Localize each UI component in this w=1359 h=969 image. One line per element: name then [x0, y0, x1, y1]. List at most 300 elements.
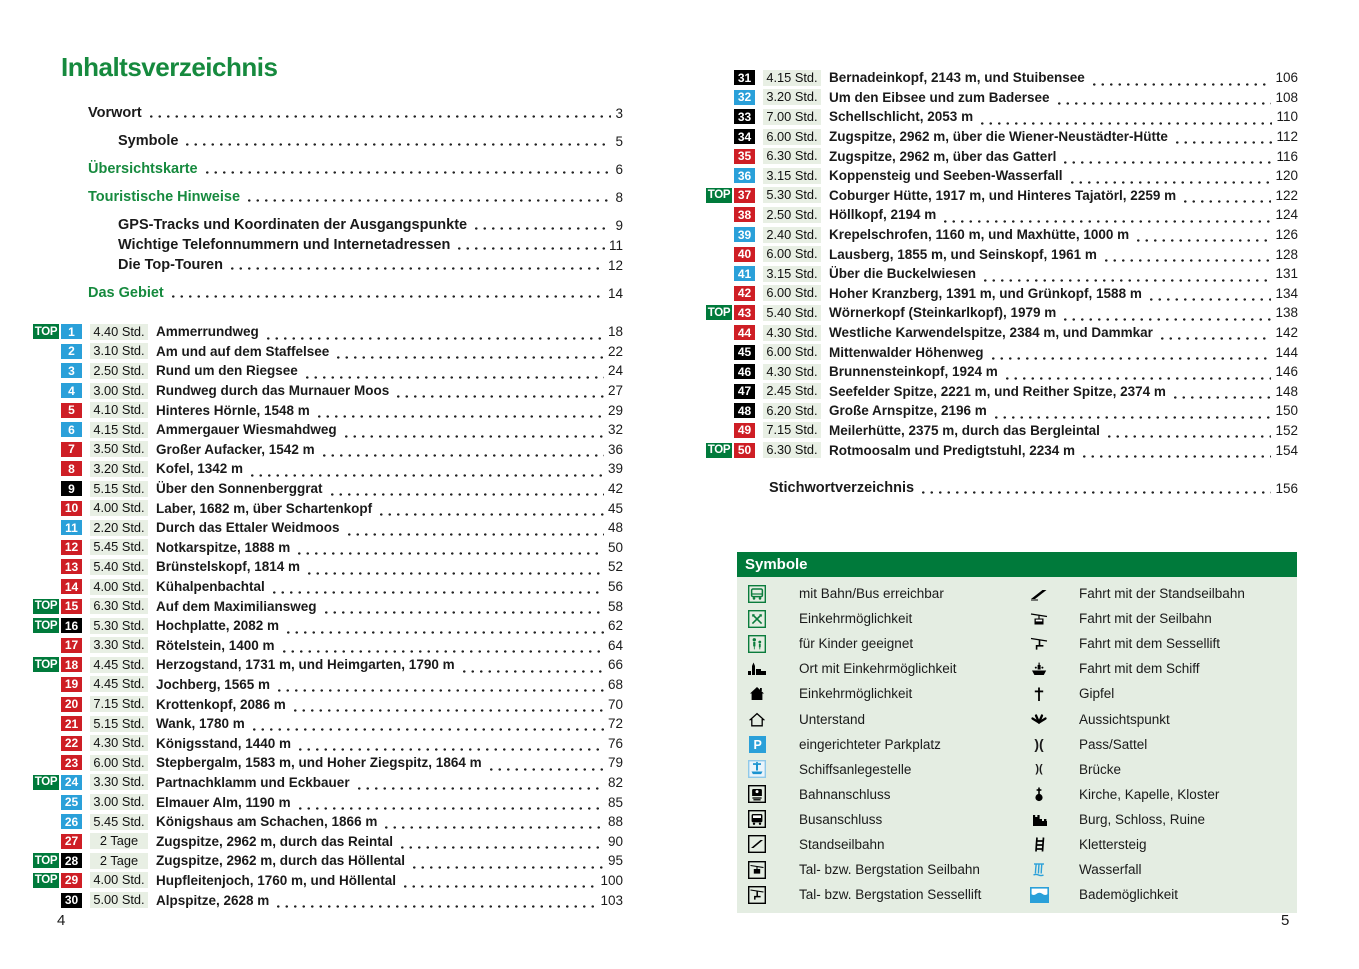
tour-duration: 7.15 Std.	[90, 696, 148, 712]
tour-title: Höllkopf, 2194 m	[829, 207, 937, 223]
legend-item	[737, 606, 1022, 631]
tour-entry	[33, 851, 623, 871]
tour-page-number: 42	[607, 481, 623, 497]
dot-leader	[981, 275, 1271, 283]
dot-leader	[1068, 177, 1272, 185]
tour-page-number: 146	[1275, 364, 1298, 380]
dot-leader	[305, 568, 604, 576]
tour-title: Seefelder Spitze, 2221 m, und Reither Spitze, 2374 m	[829, 383, 1166, 399]
dot-leader	[989, 353, 1272, 361]
toc-entry-label: Touristische Hinweise	[88, 189, 241, 205]
tour-title: Über den Sonnenberggrat	[156, 481, 323, 497]
tour-title: Stepbergalm, 1583 m, und Hoher Ziegspitz, 1864 m	[156, 755, 482, 771]
tour-title: Herzogstand, 1731 m, und Heimgarten, 1790 m	[156, 657, 455, 673]
tour-number-badge: 4	[61, 383, 82, 398]
tour-entry	[33, 596, 623, 616]
tour-duration: 2.40 Std.	[763, 227, 821, 243]
top-badge-slot	[706, 305, 734, 320]
tour-entry	[33, 538, 623, 558]
shelter-icon	[746, 712, 768, 727]
tour-title: Wank, 1780 m	[156, 716, 245, 732]
toc-entry-label: Die Top-Touren	[118, 257, 223, 273]
tour-title: Meilerhütte, 2375 m, durch das Bergleintal	[829, 422, 1100, 438]
dot-leader	[183, 139, 611, 147]
top-badge-slot	[33, 873, 61, 888]
tour-title: Notkarspitze, 1888 m	[156, 539, 291, 555]
top-badge: TOP	[34, 658, 58, 671]
dot-leader	[291, 705, 604, 713]
tour-title: Koppensteig und Seeben-Wasserfall	[829, 168, 1063, 184]
tour-duration: 4.40 Std.	[90, 324, 148, 340]
dot-leader	[992, 412, 1272, 420]
dot-leader	[296, 744, 604, 752]
dot-leader	[250, 724, 604, 732]
toc-entry-label: Wichtige Telefonnummern und Internetadressen	[118, 237, 451, 253]
tour-title: Zugspitze, 2962 m, über das Gatterl	[829, 148, 1057, 164]
tour-title: Coburger Hütte, 1917 m, und Hinteres Tajatörl, 2259 m	[829, 187, 1177, 203]
tour-duration: 5.30 Std.	[763, 187, 821, 203]
rail-station-icon	[746, 785, 768, 803]
tour-page-number: 29	[607, 402, 623, 418]
legend-item-label: Gipfel	[1079, 686, 1115, 702]
tour-duration: 2.50 Std.	[763, 207, 821, 223]
tour-entry	[706, 244, 1298, 264]
dot-leader	[169, 291, 604, 299]
legend-item-label: Aussichtspunkt	[1079, 711, 1170, 727]
top-badge: TOP	[34, 874, 58, 887]
legend-item-label: Kirche, Kapelle, Kloster	[1079, 786, 1220, 802]
dot-leader	[322, 607, 604, 615]
tour-duration: 6.30 Std.	[763, 148, 821, 164]
tour-page-number: 72	[607, 716, 623, 732]
dot-leader	[1134, 235, 1271, 243]
tour-list-left	[33, 322, 623, 910]
tour-number-badge: 28	[61, 853, 82, 868]
legend-item-label: Pass/Sattel	[1079, 736, 1148, 752]
tour-number-badge: 43	[734, 305, 755, 320]
dot-leader	[1171, 392, 1272, 400]
tour-duration: 4.30 Std.	[90, 735, 148, 751]
funicular-box-icon	[746, 835, 768, 853]
tour-title: Krottenkopf, 2086 m	[156, 696, 286, 712]
tour-entry	[706, 166, 1298, 186]
tour-title: Lausberg, 1855 m, und Seinskopf, 1961 m	[829, 246, 1097, 262]
tour-title: Zugspitze, 2962 m, durch das Höllental	[156, 853, 406, 869]
tour-number-badge: 1	[61, 324, 82, 339]
parking-icon	[746, 736, 768, 753]
top-badge: TOP	[34, 619, 58, 632]
dot-leader	[1102, 255, 1272, 263]
dot-leader	[328, 489, 604, 497]
tour-entry	[33, 655, 623, 675]
legend-item	[737, 656, 1022, 681]
dot-leader	[1173, 137, 1273, 145]
legend-item-label: Burg, Schloss, Ruine	[1079, 811, 1206, 827]
tour-entry	[33, 694, 623, 714]
tour-entry	[33, 792, 623, 812]
tour-number-badge: 41	[734, 266, 755, 281]
toc-entry	[88, 103, 623, 121]
legend-item	[737, 782, 1022, 807]
restaurant-icon	[746, 610, 768, 628]
dot-leader	[394, 391, 604, 399]
tour-entry	[33, 616, 623, 636]
waterfall-icon	[1028, 861, 1050, 878]
toc-entry-label: Symbole	[118, 133, 179, 149]
tour-duration: 4.30 Std.	[763, 364, 821, 380]
tour-duration: 7.15 Std.	[763, 422, 821, 438]
tour-entry	[706, 264, 1298, 284]
tour-number-badge: 31	[734, 70, 755, 85]
index-entry-page: 156	[1275, 481, 1298, 496]
tour-number-badge: 50	[734, 443, 755, 458]
index-entry-label: Stichwortverzeichnis	[769, 480, 915, 496]
tour-title: Kühalpenbachtal	[156, 579, 265, 595]
tour-title: Hupfleitenjoch, 1760 m, und Höllental	[156, 872, 397, 888]
tour-title: Brunnensteinkopf, 1924 m	[829, 364, 998, 380]
tour-page-number: 85	[607, 794, 623, 810]
toc-entry-page: 14	[607, 286, 623, 301]
legend-item-label: Fahrt mit der Seilbahn	[1079, 611, 1212, 627]
tour-duration: 3.15 Std.	[763, 168, 821, 184]
tour-entry	[33, 518, 623, 538]
tour-entry	[33, 577, 623, 597]
tour-entry	[706, 382, 1298, 402]
tour-duration: 4.45 Std.	[90, 676, 148, 692]
legend-item	[1022, 656, 1297, 681]
tour-page-number: 68	[607, 676, 623, 692]
tour-page-number: 100	[600, 872, 623, 888]
tour-number-badge: 5	[61, 403, 82, 418]
tour-page-number: 52	[607, 559, 623, 575]
legend-item-label: Bahnanschluss	[799, 786, 891, 802]
legend-item	[737, 681, 1022, 706]
dot-leader	[410, 862, 604, 870]
dot-leader	[1105, 431, 1272, 439]
tour-title: Rund um den Riegsee	[156, 363, 298, 379]
legend-item-label: Unterstand	[799, 711, 866, 727]
tour-number-badge: 30	[61, 893, 82, 908]
tour-entry	[33, 871, 623, 891]
tour-entry	[706, 303, 1298, 323]
tour-number-badge: 15	[61, 599, 82, 614]
legend-item-label: Einkehrmöglichkeit	[799, 686, 913, 702]
tour-page-number: 50	[607, 539, 623, 555]
tour-page-number: 148	[1275, 383, 1298, 399]
tour-duration: 2 Tage	[90, 833, 148, 849]
legend-item	[1022, 882, 1297, 907]
tour-duration: 6.20 Std.	[763, 403, 821, 419]
tour-page-number: 144	[1275, 344, 1298, 360]
chairlift-station-icon	[746, 886, 768, 904]
tour-page-number: 66	[607, 657, 623, 673]
tour-page-number: 36	[607, 441, 623, 457]
tour-title: Durch das Ettaler Weidmoos	[156, 520, 340, 536]
dot-leader	[284, 627, 604, 635]
dot-leader	[355, 783, 604, 791]
front-matter-list	[88, 103, 623, 301]
tour-page-number: 48	[607, 520, 623, 536]
tour-duration: 6.00 Std.	[763, 129, 821, 145]
tour-title: Partnachklamm und Eckbauer	[156, 774, 350, 790]
toc-entry-page: 5	[615, 134, 623, 149]
tour-entry	[33, 753, 623, 773]
dot-leader	[1055, 98, 1272, 106]
tour-duration: 2.20 Std.	[90, 520, 148, 536]
tour-title: Laber, 1682 m, über Schartenkopf	[156, 500, 373, 516]
toc-entry-page: 3	[615, 106, 623, 121]
tour-page-number: 24	[607, 363, 623, 379]
tour-number-badge: 21	[61, 716, 82, 731]
tour-title: Ammerrundweg	[156, 324, 259, 340]
symbols-legend	[737, 552, 1297, 913]
tour-title: Am und auf dem Staffelsee	[156, 343, 330, 359]
tour-number-badge: 33	[734, 109, 755, 124]
legend-item	[737, 807, 1022, 832]
dot-leader	[1061, 314, 1271, 322]
tour-entry	[706, 68, 1298, 88]
tour-number-badge: 36	[734, 168, 755, 183]
legend-item-label: Fahrt mit der Standseilbahn	[1079, 586, 1245, 602]
legend-item-label: Busanschluss	[799, 811, 883, 827]
tour-entry	[706, 440, 1298, 460]
tour-page-number: 124	[1275, 207, 1298, 223]
tour-page-number: 79	[607, 755, 623, 771]
tour-page-number: 22	[607, 343, 623, 359]
toc-entry-label: Vorwort	[88, 105, 142, 121]
tour-number-badge: 35	[734, 149, 755, 164]
tour-entry	[706, 342, 1298, 362]
tour-duration: 6.00 Std.	[763, 285, 821, 301]
toc-entry-label: Das Gebiet	[88, 285, 164, 301]
legend-item	[1022, 807, 1297, 832]
tour-duration: 4.00 Std.	[90, 500, 148, 516]
toc-entry-label: Übersichtskarte	[88, 161, 198, 177]
legend-item	[1022, 581, 1297, 606]
legend-item-label: Fahrt mit dem Schiff	[1079, 661, 1200, 677]
tour-page-number: 88	[607, 814, 623, 830]
children-icon	[746, 635, 768, 653]
tour-duration: 2.45 Std.	[763, 383, 821, 399]
tour-number-badge: 38	[734, 207, 755, 222]
symbols-legend-title: Symbole	[737, 552, 1297, 577]
tour-number-badge: 32	[734, 90, 755, 105]
tour-title: Elmauer Alm, 1190 m	[156, 794, 291, 810]
tour-number-badge: 39	[734, 227, 755, 242]
top-badge-slot	[33, 657, 61, 672]
tour-duration: 5.40 Std.	[763, 305, 821, 321]
tour-page-number: 128	[1275, 246, 1298, 262]
tour-title: Ammergauer Wiesmahdweg	[156, 422, 337, 438]
legend-item-label: Tal- bzw. Bergstation Seilbahn	[799, 862, 980, 878]
legend-item	[1022, 732, 1297, 757]
tour-duration: 2.50 Std.	[90, 363, 148, 379]
tour-title: Auf dem Maximiliansweg	[156, 598, 317, 614]
tour-number-badge: 45	[734, 345, 755, 360]
top-badge: TOP	[34, 600, 58, 613]
tour-entry	[706, 146, 1298, 166]
legend-item	[737, 581, 1022, 606]
tour-number-badge: 14	[61, 579, 82, 594]
tour-title: Krepelschrofen, 1160 m, und Maxhütte, 1000 m	[829, 227, 1130, 243]
tour-title: Zugspitze, 2962 m, durch das Reintal	[156, 833, 394, 849]
tour-entry	[706, 127, 1298, 147]
dot-leader	[1003, 373, 1272, 381]
top-badge-slot	[33, 853, 61, 868]
tour-page-number: 70	[607, 696, 623, 712]
tour-number-badge: 20	[61, 697, 82, 712]
page-number-left: 4	[57, 912, 66, 929]
tour-entry	[33, 342, 623, 362]
left-column	[33, 52, 623, 908]
tour-number-badge: 48	[734, 403, 755, 418]
tour-entry	[33, 714, 623, 734]
top-badge-slot	[706, 443, 734, 458]
tour-entry	[33, 498, 623, 518]
tour-entry	[706, 225, 1298, 245]
tour-number-badge: 40	[734, 247, 755, 262]
tour-entry	[33, 890, 623, 910]
tour-duration: 3.00 Std.	[90, 383, 148, 399]
tour-title: Wörnerkopf (Steinkarlkopf), 1979 m	[829, 305, 1057, 321]
funicular-ride-icon	[1028, 587, 1050, 601]
tour-entry	[33, 773, 623, 793]
tour-entry	[33, 831, 623, 851]
symbols-legend-body	[737, 577, 1297, 913]
dot-leader	[398, 842, 604, 850]
tour-duration: 6.30 Std.	[763, 442, 821, 458]
tour-duration: 4.10 Std.	[90, 402, 148, 418]
legend-item-label: mit Bahn/Bus erreichbar	[799, 586, 944, 602]
tour-number-badge: 47	[734, 384, 755, 399]
dot-leader	[1181, 196, 1271, 204]
tour-title: Mittenwalder Höhenweg	[829, 344, 984, 360]
dot-leader	[978, 118, 1272, 126]
tour-number-badge: 29	[61, 873, 82, 888]
legend-item	[1022, 606, 1297, 631]
tour-page-number: 58	[607, 598, 623, 614]
tour-entry	[706, 362, 1298, 382]
tour-page-number: 62	[607, 618, 623, 634]
tour-page-number: 142	[1275, 325, 1298, 341]
dot-leader	[401, 881, 596, 889]
tour-number-badge: 26	[61, 814, 82, 829]
tour-page-number: 152	[1275, 422, 1298, 438]
legend-item-label: eingerichteter Parkplatz	[799, 736, 941, 752]
dot-leader	[941, 216, 1271, 224]
tour-title: Bernadeinkopf, 2143 m, und Stuibensee	[829, 70, 1085, 86]
legend-item	[737, 631, 1022, 656]
legend-item	[737, 882, 1022, 907]
church-icon	[1028, 786, 1050, 803]
tour-title: Große Arnspitze, 2196 m	[829, 403, 987, 419]
tour-entry	[706, 284, 1298, 304]
dot-leader	[228, 263, 604, 271]
tour-duration: 5.45 Std.	[90, 539, 148, 555]
dot-leader	[919, 487, 1271, 495]
tour-number-badge: 6	[61, 422, 82, 437]
tour-entry	[33, 479, 623, 499]
dot-leader	[1147, 294, 1272, 302]
tour-duration: 3.20 Std.	[90, 461, 148, 477]
tour-number-badge: 18	[61, 657, 82, 672]
top-badge-slot	[33, 599, 61, 614]
legend-item	[1022, 857, 1297, 882]
tour-title: Über die Buckelwiesen	[829, 266, 977, 282]
tour-page-number: 56	[607, 579, 623, 595]
dot-leader	[460, 666, 604, 674]
tour-title: Königsstand, 1440 m	[156, 735, 292, 751]
dot-leader	[1061, 157, 1272, 165]
legend-item-label: Klettersteig	[1079, 836, 1147, 852]
bus-station-icon	[746, 810, 768, 828]
tour-duration: 6.00 Std.	[763, 344, 821, 360]
legend-item-label: Wasserfall	[1079, 862, 1142, 878]
tour-page-number: 122	[1275, 187, 1298, 203]
legend-item	[737, 706, 1022, 731]
top-badge: TOP	[34, 854, 58, 867]
toc-entry	[88, 235, 623, 253]
legend-item	[1022, 681, 1297, 706]
tour-page-number: 45	[607, 500, 623, 516]
dot-leader	[295, 548, 604, 556]
tour-page-number: 126	[1275, 227, 1298, 243]
tour-entry	[33, 675, 623, 695]
pass-icon: )(	[1034, 736, 1044, 753]
tour-page-number: 150	[1275, 403, 1298, 419]
tour-entry	[706, 323, 1298, 343]
right-column	[706, 0, 1298, 969]
tour-number-badge: 25	[61, 795, 82, 810]
top-badge: TOP	[34, 776, 58, 789]
top-badge: TOP	[707, 189, 731, 202]
dot-leader	[334, 352, 604, 360]
tour-duration: 3.30 Std.	[90, 637, 148, 653]
tour-entry	[33, 557, 623, 577]
legend-item	[737, 832, 1022, 857]
tour-entry	[706, 401, 1298, 421]
house-filled-icon	[746, 686, 768, 701]
tour-number-badge: 24	[61, 775, 82, 790]
cablecar-ride-icon	[1028, 611, 1050, 627]
tour-duration: 3.15 Std.	[763, 266, 821, 282]
toc-entry-page: 9	[615, 218, 623, 233]
tour-duration: 5.15 Std.	[90, 716, 148, 732]
tour-page-number: 131	[1275, 266, 1298, 282]
tour-entry	[33, 381, 623, 401]
dot-leader	[1080, 451, 1271, 459]
dot-leader	[455, 243, 605, 251]
tour-number-badge: 42	[734, 286, 755, 301]
tour-duration: 4.00 Std.	[90, 579, 148, 595]
top-badge-slot	[33, 775, 61, 790]
tour-page-number: 120	[1275, 168, 1298, 184]
tour-duration: 3.30 Std.	[90, 774, 148, 790]
tour-page-number: 108	[1275, 89, 1298, 105]
tour-number-badge: 37	[734, 188, 755, 203]
toc-entry-page: 8	[615, 190, 623, 205]
tour-duration: 6.00 Std.	[763, 246, 821, 262]
page-title: Inhaltsverzeichnis	[61, 52, 278, 82]
svg-text:P: P	[753, 737, 762, 752]
legend-item-label: Standseilbahn	[799, 836, 885, 852]
tour-number-badge: 44	[734, 325, 755, 340]
dot-leader	[264, 333, 604, 341]
legend-item	[1022, 782, 1297, 807]
tour-duration: 3.00 Std.	[90, 794, 148, 810]
tour-page-number: 138	[1275, 305, 1298, 321]
tour-page-number: 112	[1276, 129, 1298, 145]
